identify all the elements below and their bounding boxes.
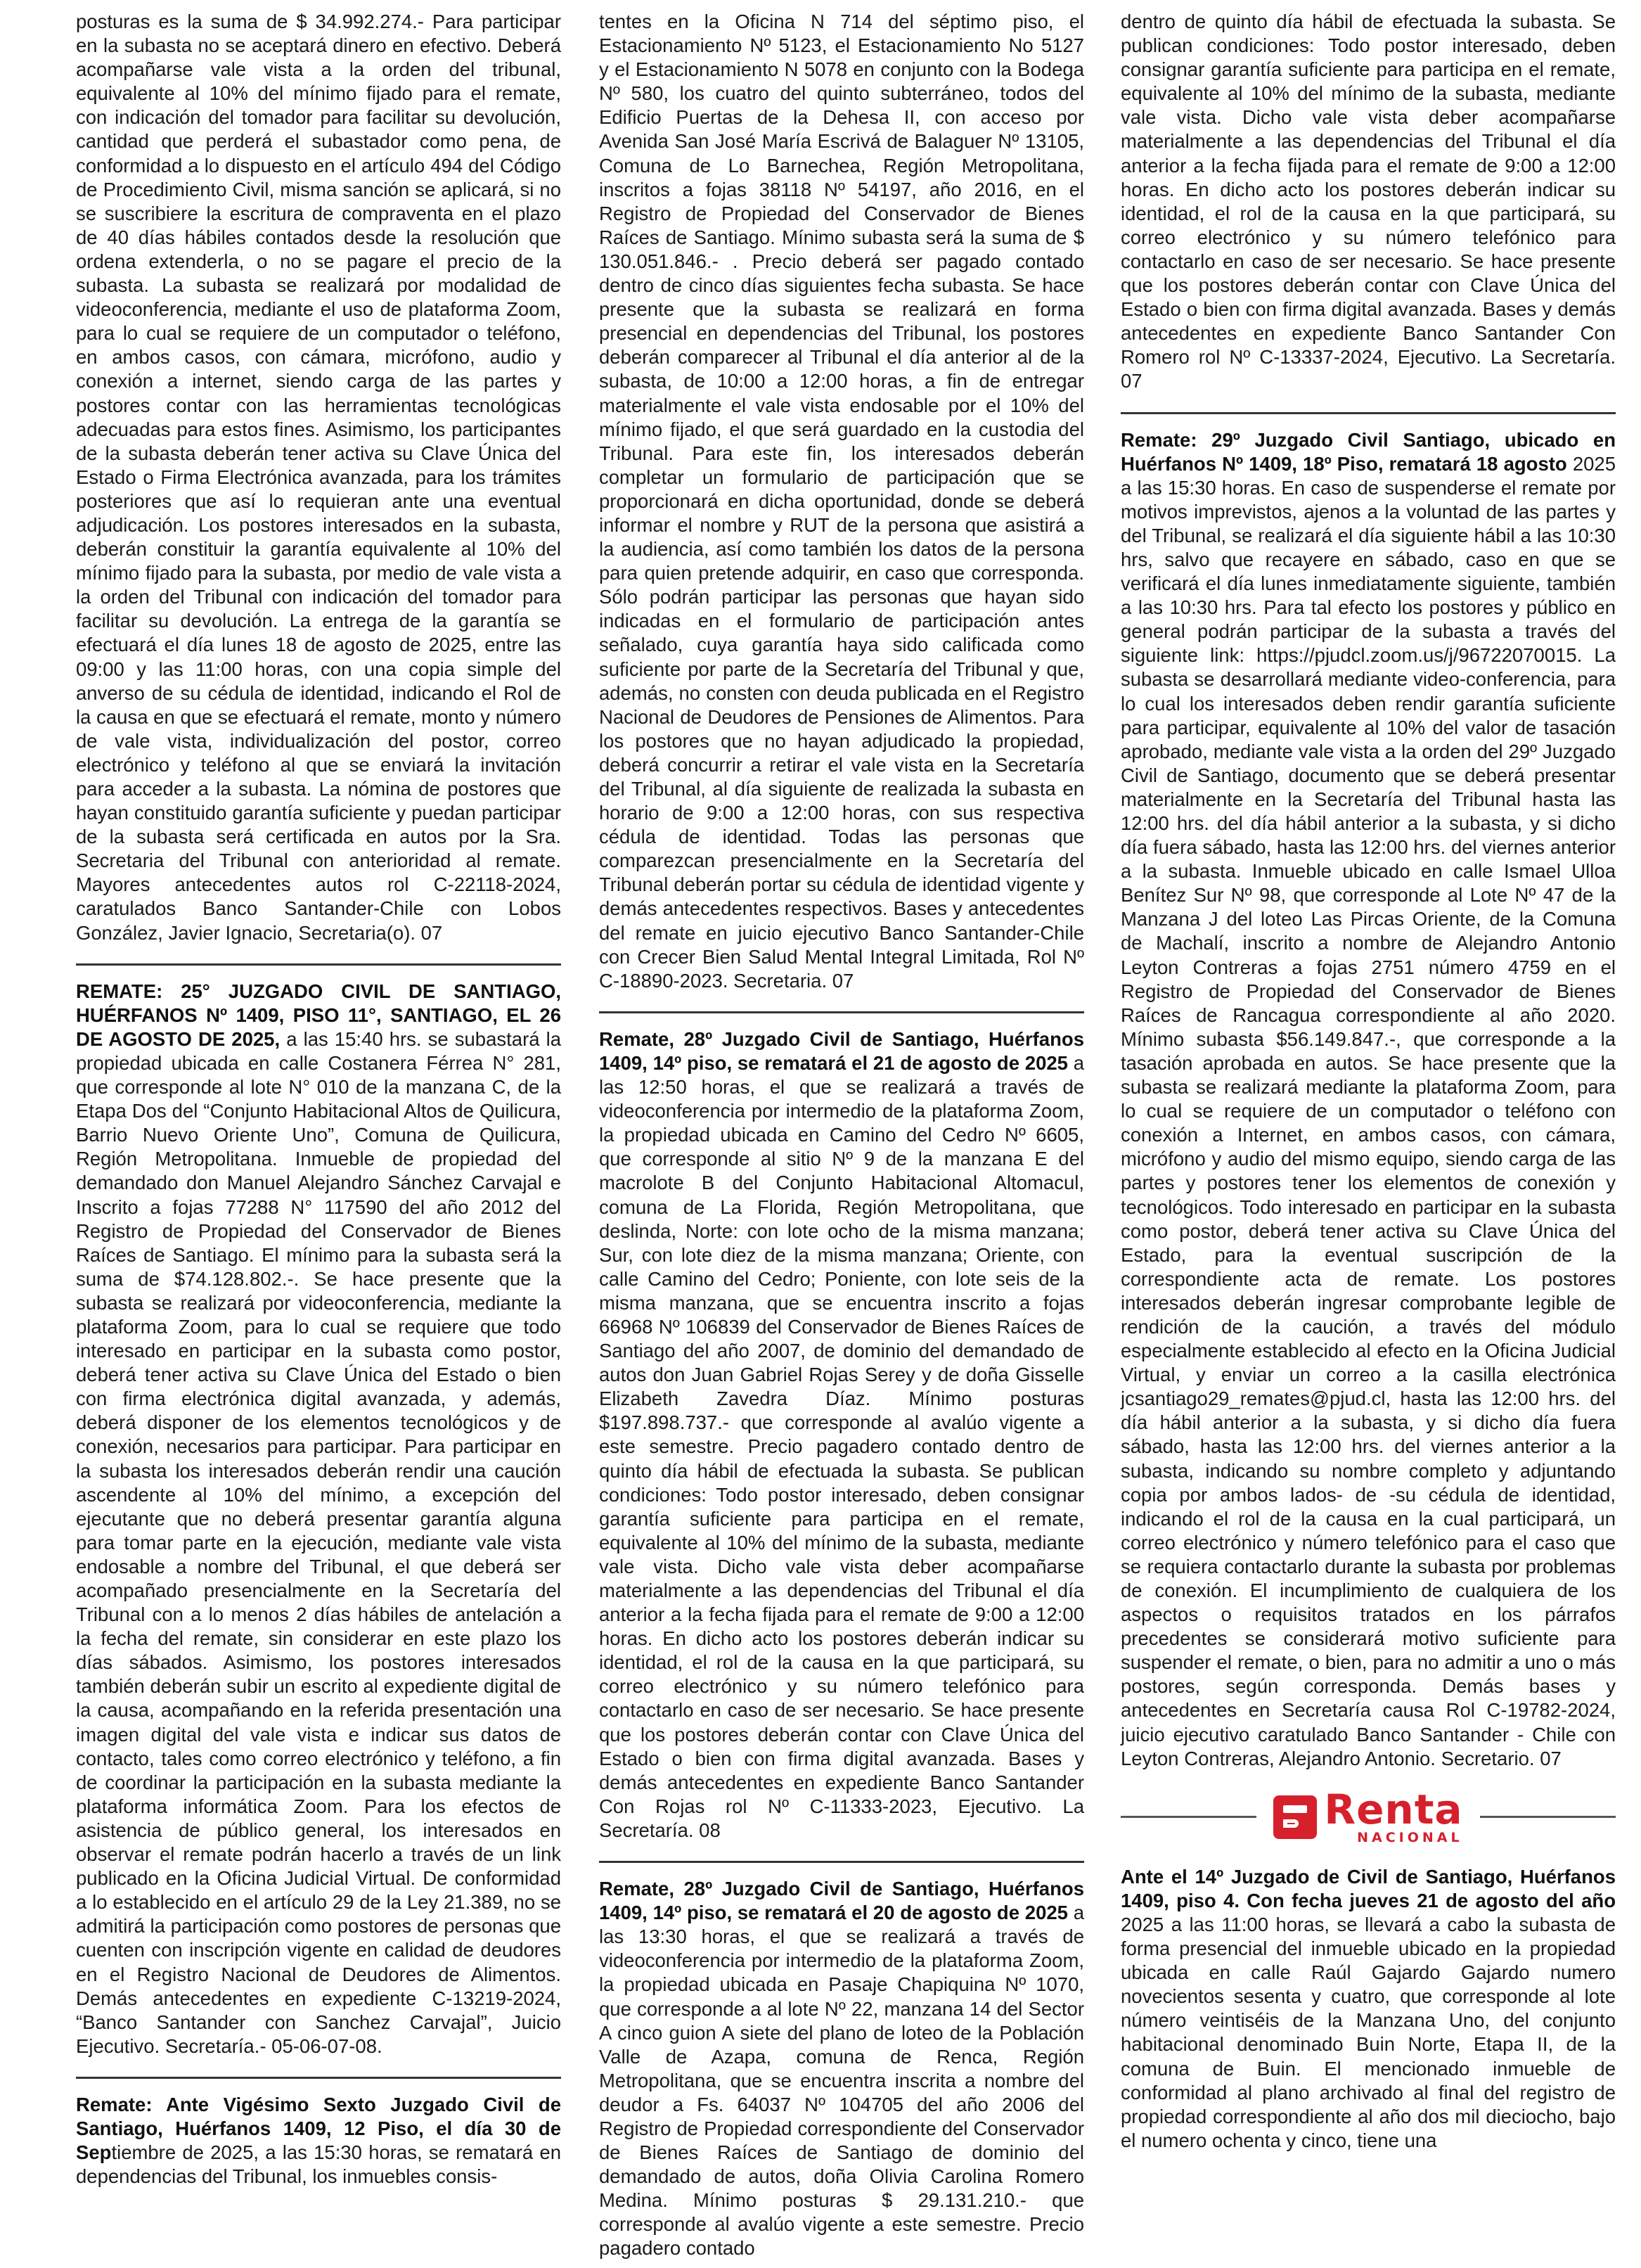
notice-body: dentro de quinto día hábil de efectuada la subasta. Se publican condiciones: Todo postor interesado, deben consignar garantía suficiente para participa en el remate, equivalente al 10% del mínimo de la subasta, mediante vale vista. Dicho vale vista deber acompañarse materialmente a las dependencias del Tribunal el día anterior a la fecha fijada para el remate de 9:00 a 12:00 horas. En dicho acto los postores deberán indicar su identidad, el rol de la causa en la que participará, su correo electrónico y su número telefónico para contactarlo en caso de ser necesario. Se hace presente que los postores deberán contar con Clave Única del Estado o bien con firma digital avanzada. Bases y demás antecedentes en expediente Banco Santander Con Romero rol Nº C-13337-2024, Ejecutivo. La Secretaría. 07 xyxy=(1121,11,1616,392)
notice-body: a las 12:50 horas, el que se realizará a través de videoconferencia por intermedio de la plataforma Zoom, la propiedad ubicada en Camino del Cedro Nº 6605, que corresponde al sitio Nº 9 de la manzana E del macrolote B del Conjunto Habitacional Altomacul, comuna de La Florida, Región Metropolitana, que deslinda, Norte: con lote ocho de la misma manzana; Sur, con lote diez de la misma manzana; Oriente, con calle Camino del Cedro; Poniente, con lote seis de la misma manzana, que se encuentra inscrito a fojas 66968 Nº 106839 del Conservador de Bienes Raíces de Santiago del año 2007, de dominio del demandado de autos don Juan Gabriel Rojas Serey y de doña Gisselle Elizabeth Zavedra Díaz. Mínimo posturas $197.898.737.- que corresponde al avalúo vigente a este semestre. Precio pagadero contado dentro de quinto día hábil de efectuada la subasta. Se publican condiciones: Todo postor interesado, deben consignar garantía suficiente para participa en el remate, equivalente al 10% del mínimo de la subasta, mediante vale vista. Dicho vale vista deber acompañarse materialmente a las dependencias del Tribunal el día anterior a la fecha fijada para el remate de 9:00 a 12:00 horas. En dicho acto los postores deberán indicar su identidad, el rol de la causa en la que participará, su correo electrónico y su número telefónico para contactarlo en caso de ser necesario. Se hace presente que los postores deberán contar con Clave Única del Estado o bien con firma digital avanzada. Bases y demás antecedentes en expediente Banco Santander Con Rojas rol Nº C-11333-2023, Ejecutivo. La Secretaría. 08 xyxy=(599,1051,1084,1841)
notice-separator xyxy=(599,1861,1084,1863)
logo-rule-right xyxy=(1480,1816,1616,1818)
logo-subtitle: NACIONAL xyxy=(1357,1830,1463,1846)
notice xyxy=(599,1027,1084,1850)
notice-continuation xyxy=(1121,10,1616,401)
notice-continuation xyxy=(599,10,1084,1000)
column-3 xyxy=(1121,10,1616,2243)
column-1 xyxy=(76,10,561,2243)
notice-heading: Remate: 29º Juzgado Civil Santiago, ubicado en Huérfanos Nº 1409, 18º Piso, rematará 18 agosto xyxy=(1121,428,1616,475)
notice-heading: Remate, 28º Juzgado Civil de Santiago, Huérfanos 1409, 14º piso, se rematará el 20 de agosto de 2025 xyxy=(599,1878,1084,1924)
notice-body: 2025 a las 15:30 horas. En caso de suspenderse el remate por motivos imprevistos, ajenos a la voluntad de las partes y del Tribunal, se realizará el día siguiente hábil a las 10:30 hrs, salvo que recayere en sábado, caso en que se verificará el día lunes inmediatamente siguiente, también a las 10:30 hrs. Para tal efecto los postores y público en general podrán participar de la subasta a través del siguiente link: https://pjudcl.zoom.us/j/96722070015. La subasta se desarrollará mediante video-conferencia, para lo cual los interesados deben rendir garantía suficiente para participar, equivalente al 10% del valor de tasación aprobado, mediante vale vista a la orden del 29º Juzgado Civil de Santiago, documento que se deberá presentar materialmente en la Secretaría del Tribunal hasta las 12:00 hrs. del día hábil anterior a la subasta, y si dicho día fuera sábado, hasta las 12:00 hrs. del viernes anterior a la subasta. Inmueble ubicado en calle Ismael Ulloa Benítez Sur Nº 98, que corresponde al Lote Nº 47 de la Manzana J del loteo Las Pircas Oriente, de la Comuna de Machalí, inscrito a nombre de Alejandro Antonio Leyton Contreras a fojas 2751 número 4759 en el Registro de Propiedad del Conservador de Bienes Raíces de Rancagua correspondiente al año 2020. Mínimo subasta $56.149.847.-, que corresponde a la tasación aprobada en autos. Se hace presente que la subasta se realizará mediante la plataforma Zoom, para lo cual se requiere de un computador o teléfono con conexión a Internet, en ambos casos, con cámara, micrófono y audio del mismo equipo, siendo carga de las partes y postores tener los elementos de conexión y tecnológicos. Todo interesado en participar en la subasta como postor, deberá tener activa su Clave Única del Estado, para la eventual suscripción de la correspondiente acta de remate. Los postores interesados deberán ingresar comprobante legible de rendición de la caución, a través del módulo especialmente establecido al efecto en la Oficina Judicial Virtual, y enviar un correo a la casilla electrónica jcsantiago29_remates@pjud.cl, hasta las 12:00 hrs. del día hábil anterior a la subasta, y si dicho día fuera sábado, hasta las 12:00 hrs. del viernes anterior a la subasta, indicando su nombre completo y adjuntando copia por ambos lados- de -su cédula de identidad, indicando el rol de la causa en la cual participará, un correo electrónico y número telefónico para el caso que se requiera contactarlo durante la subasta por problemas de conexión. El incumplimiento de cualquiera de los aspectos o requisitos tratados en los párrafos precedentes se considerará motivo suficiente para suspender el remate, o bien, para no admitir a uno o más postores, según corresponda. Demás bases y antecedentes en Secretaría causa Rol C-19782-2024, juicio ejecutivo caratulado Banco Santander - Chile con Leyton Contreras, Alejandro Antonio. Secretario. 07 xyxy=(1121,452,1616,1769)
notice xyxy=(1121,1865,1616,2160)
notice-body: tiembre de 2025, a las 15:30 horas, se rematará en dependencias del Tribunal, los inmuebles consis- xyxy=(76,2141,561,2188)
notice-body: a las 13:30 horas, el que se realizará a través de videoconferencia por intermedio de la plataforma Zoom, la propiedad ubicada en Pasaje Chapiquina Nº 1070, que corresponde a al lote Nº 22, manzana 14 del Sector A cinco guion A siete del plano de loteo de la Población Valle de Azapa, comuna de Renca, Región Metropolitana, que se encuentra inscrita a nombre del deudor a Fs. 64037 Nº 104705 del año 2006 del Registro de Propiedad correspondiente del Conservador de Bienes Raíces de Santiago de dominio del demandado de autos, doña Olivia Carolina Romero Medina. Mínimo posturas $ 29.131.210.- que corresponde al avalúo vigente a este semestre. Precio pagadero contado xyxy=(599,1902,1084,2260)
renta-nacional-logo-banner xyxy=(1121,1785,1616,1850)
notice-heading: Ante el 14º Juzgado de Civil de Santiago, Huérfanos 1409, piso 4. Con fecha jueves 21 de agosto del año xyxy=(1121,1865,1616,1911)
newspaper-page xyxy=(76,10,1616,2260)
notice-heading: Remate: Ante Vigésimo Sexto Juzgado Civil de Santiago, Huérfanos 1409, 12 Piso, el día 30 de Sep xyxy=(76,2093,561,2164)
notice xyxy=(76,980,561,2065)
notice-body: a las 15:40 hrs. se subastará la propiedad ubicada en calle Costanera Férrea N° 281, que corresponde al lote N° 010 de la manzana C, de la Etapa Dos del “Conjunto Habitacional Altos de Quilicura, Barrio Nuevo Oriente Uno”, Comuna de Quilicura, Región Metropolitana. Inmueble de propiedad del demandado don Manuel Alejandro Sánchez Carvajal e Inscrito a fojas 77288 N° 117590 del año 2012 del Registro de Propiedad del Conservador de Bienes Raíces de Santiago. El mínimo para la subasta será la suma de $74.128.802.-. Se hace presente que la subasta se realizará por videoconferencia, mediante la plataforma Zoom, para lo cual se requiere que todo interesado en participar en la subasta como postor, deberá tener activa su Clave Única del Estado o bien con firma electrónica digital avanzada, y además, deberá disponer de los elementos tecnológicos y de conexión, necesarios para participar. Para participar en la subasta los interesados deberán rendir una caución ascendente al 10% del mínimo, a excepción del ejecutante que no deberá presentar garantía alguna para tomar parte en la ejecución, mediante vale vista endosable a nombre del Tribunal, el que deberá ser acompañado presencialmente en la Secretaría del Tribunal con a lo menos 2 días hábiles de antelación a la fecha del remate, sin considerar en este plazo los días sábados. Asimismo, los postores interesados también deberán subir un escrito al expediente digital de la causa, acompañando en la referida presentación una imagen digital del vale vista e indicar sus datos de contacto, tales como correo electrónico y teléfono, a fin de coordinar la participación en la subasta mediante la plataforma informática Zoom. Para los efectos de asistencia de público general, los interesados en observar el remate podrán hacerlo a través de un link publicado en la Oficina Judicial Virtual. De conformidad a lo establecido en el artículo 29 de la Ley 21.389, no se admitirá la participación como postores de personas que cuenten con inscripción vigente en calidad de deudores en el Registro Nacional de Deudores de Alimentos. Demás antecedentes en expediente C-13219-2024, “Banco Santander con Sanchez Carvajal”, Juicio Ejecutivo. Secretaría.- 05-06-07-08. xyxy=(76,1027,562,2057)
renta-nacional-logo-icon xyxy=(1273,1795,1317,1839)
notice-body: tentes en la Oficina N 714 del séptimo piso, el Estacionamiento Nº 5123, el Estacionamiento No 5127 y el Estacionamiento N 5078 en conjunto con la Bodega Nº 580, los cuatro del quinto subterráneo, todos del Edificio Puertas de la Dehesa II, con acceso por Avenida San José María Escrivá de Balaguer Nº 13105, Comuna de Lo Barnechea, Región Metropolitana, inscritos a fojas 38118 Nº 54197, año 2016, en el Registro de Propiedad del Conservador de Bienes Raíces de Santiago. Mínimo subasta será la suma de $ 130.051.846.- . Precio deberá ser pagado contado dentro de cinco días siguientes fecha subasta. Se hace presente que la subasta se realizará en forma presencial en dependencias del Tribunal, los postores deberán comparecer al Tribunal el día anterior al de la subasta, de 10:00 a 12:00 horas, a fin de entregar materialmente el vale vista endosable por el 10% del mínimo fijado, el que será guardado en la custodia del Tribunal. Para este fin, los interesados deberán completar un formulario de participación que se proporcionará en dicha oportunidad, donde se deberá informar el nombre y RUT de la persona que asistirá a la audiencia, así como también los datos de la persona para quien pretende adquirir, en caso que corresponda. Sólo podrán participar las personas que hayan sido indicadas en el formulario de participación antes señalado, cuya garantía haya sido calificada como suficiente por parte de la Secretaría del Tribunal y que, además, no consten con deuda publicada en el Registro Nacional de Deudores de Pensiones de Alimentos. Para los postores que no hayan adjudicado la propiedad, deberá concurrir a retirar el vale vista en la Secretaría del Tribunal, al día siguiente de realizada la subasta en horario de 9:00 a 12:00 horas, con sus respectiva cédula de identidad. Todas las personas que comparezcan presencialmente en la Secretaría del Tribunal deberán portar su cédula de identidad vigente y demás antecedentes respectivos. Bases y antecedentes del remate en juicio ejecutivo Banco Santander-Chile con Crecer Bien Salud Mental Integral Limitada, Rol Nº C-18890-2023. Secretaria. 07 xyxy=(599,11,1084,992)
notice xyxy=(599,1877,1084,2268)
logo-rule-left xyxy=(1121,1816,1256,1818)
notice-continuation xyxy=(76,10,561,952)
notice xyxy=(76,2093,561,2196)
notice-heading: Remate, 28º Juzgado Civil de Santiago, Huérfanos 1409, 14º piso, se rematará el 21 de agosto de 2025 xyxy=(599,1027,1084,1074)
notice-body: 2025 a las 11:00 horas, se llevará a cabo la subasta de forma presencial del inmueble ubicado en la propiedad ubicada en calle Raúl Gajardo Gajardo numero novecientos sesenta y cuatro, que corresponde al lote número veintiséis de la Manzana Uno, del conjunto habitacional denominado Buin Norte, Etapa II, de la comuna de Buin. El mencionado inmueble de conformidad al plano archivado al final del registro de propiedad correspondiente al año dos mil dieciocho, bajo el numero ochenta y cinco, tiene una xyxy=(1121,1913,1616,2151)
notice-body: posturas es la suma de $ 34.992.274.- Para participar en la subasta no se aceptará dinero en efectivo. Deberá acompañarse vale vista a la orden del tribunal, equivalente al 10% del mínimo fijado para el remate, con indicación del tomador para facilitar su devolución, cantidad que perderá el subastador como pena, de conformidad a lo dispuesto en el artículo 494 del Código de Procedimiento Civil, misma sanción se aplicará, si no se suscribiere la escritura de compraventa en el plazo de 40 días hábiles contados desde la resolución que ordena extenderla, o no se pagare el precio de la subasta. La subasta se realizará por modalidad de videoconferencia, mediante el uso de plataforma Zoom, para lo cual se requiere de un computador o teléfono, en ambos casos, con cámara, micrófono, audio y conexión a internet, siendo carga de las partes y postores contar con las herramientas tecnológicas adecuadas para estos fines. Asimismo, los participantes de la subasta deberán tener activa su Clave Única del Estado o Firma Electrónica avanzada, para los trámites posteriores que así lo requieran ante una eventual adjudicación. Los postores interesados en la subasta, deberán constituir la garantía equivalente al 10% del mínimo fijado para la subasta, por medio de vale vista a la orden del Tribunal con indicación del tomador para facilitar su devolución. La entrega de la garantía se efectuará el día lunes 18 de agosto de 2025, entre las 09:00 y las 11:00 horas, con una copia simple del anverso de su cédula de identidad, indicando el Rol de la causa en que se efectuará el remate, monto y número de vale vista, individualización del postor, correo electrónico y teléfono al que se enviará la invitación para acceder a la subasta. La nómina de postores que hayan constituido garantía suficiente y puedan participar de la subasta será certificada en autos por la Sra. Secretaria del Tribunal con anterioridad al remate. Mayores antecedentes autos rol C-22118-2024, caratulados Banco Santander-Chile con Lobos González, Javier Ignacio, Secretaria(o). 07 xyxy=(76,11,561,944)
notice-separator xyxy=(76,2077,561,2079)
notice xyxy=(1121,428,1616,1778)
notice-separator xyxy=(1121,412,1616,414)
notice-heading: REMATE: 25° JUZGADO CIVIL DE SANTIAGO, HUÉRFANOS Nº 1409, PISO 11°, SANTIAGO, EL 26 DE AGOSTO DE 2025, xyxy=(76,980,561,1050)
column-2 xyxy=(599,10,1084,2260)
notice-separator xyxy=(599,1011,1084,1013)
logo-text xyxy=(1324,1786,1463,1846)
renta-nacional-logo xyxy=(1273,1786,1463,1846)
logo-word: Renta xyxy=(1324,1786,1463,1834)
notice-separator xyxy=(76,963,561,966)
